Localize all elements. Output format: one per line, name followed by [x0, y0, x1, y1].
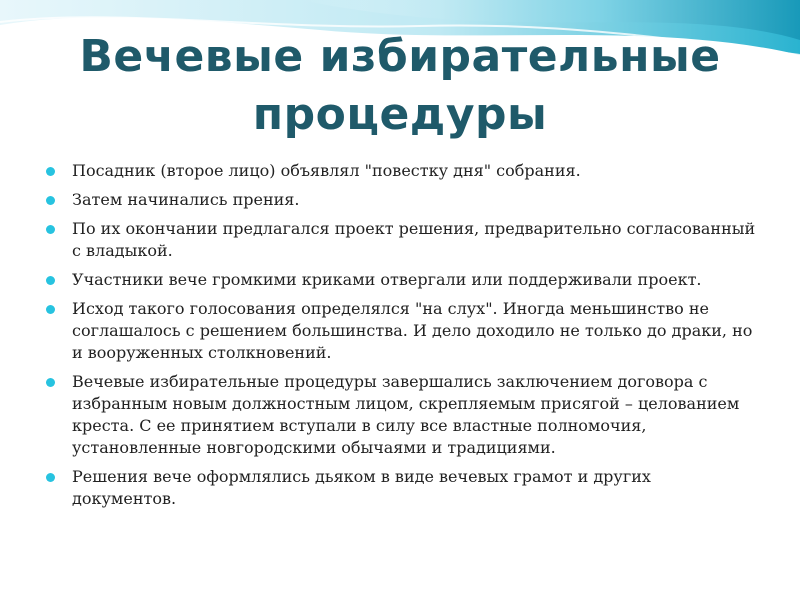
bullet-item [40, 160, 760, 182]
bullet-item [40, 218, 760, 262]
bullet-list [40, 160, 760, 517]
bullet-item [40, 298, 760, 364]
bullet-dot-icon [46, 305, 55, 314]
bullet-item [40, 269, 760, 291]
bullet-item [40, 466, 760, 510]
bullet-text: Исход такого голосования определялся "на слух". Иногда меньшинство не соглашалось с решением большинства. И дело доходило не только до драки, но и вооруженных столкновений. [72, 299, 753, 362]
bullet-text: Вечевые избирательные процедуры завершались заключением договора с избранным новым должностным лицом, скрепляемым присягой – целованием креста. С ее принятием вступали в силу все властные полномочия, установленные новгородскими обычаями и традициями. [72, 372, 740, 457]
bullet-text: По их окончании предлагался проект решения, предварительно согласованный с владыкой. [72, 219, 756, 260]
bullet-text: Решения вече оформлялись дьяком в виде вечевых грамот и других документов. [72, 467, 651, 508]
bullet-dot-icon [46, 378, 55, 387]
bullet-dot-icon [46, 167, 55, 176]
slide-title [0, 28, 800, 144]
bullet-dot-icon [46, 225, 55, 234]
bullet-dot-icon [46, 473, 55, 482]
bullet-item [40, 189, 760, 211]
bullet-dot-icon [46, 196, 55, 205]
slide-title-line-2: процедуры [252, 89, 548, 140]
bullet-text: Затем начинались прения. [72, 190, 300, 209]
bullet-dot-icon [46, 276, 55, 285]
bullet-text: Участники вече громкими криками отвергали или поддерживали проект. [72, 270, 702, 289]
bullet-text: Посадник (второе лицо) объявлял "повестку дня" собрания. [72, 161, 581, 180]
slide-title-line-1: Вечевые избирательные [79, 31, 721, 82]
bullet-item [40, 371, 760, 459]
